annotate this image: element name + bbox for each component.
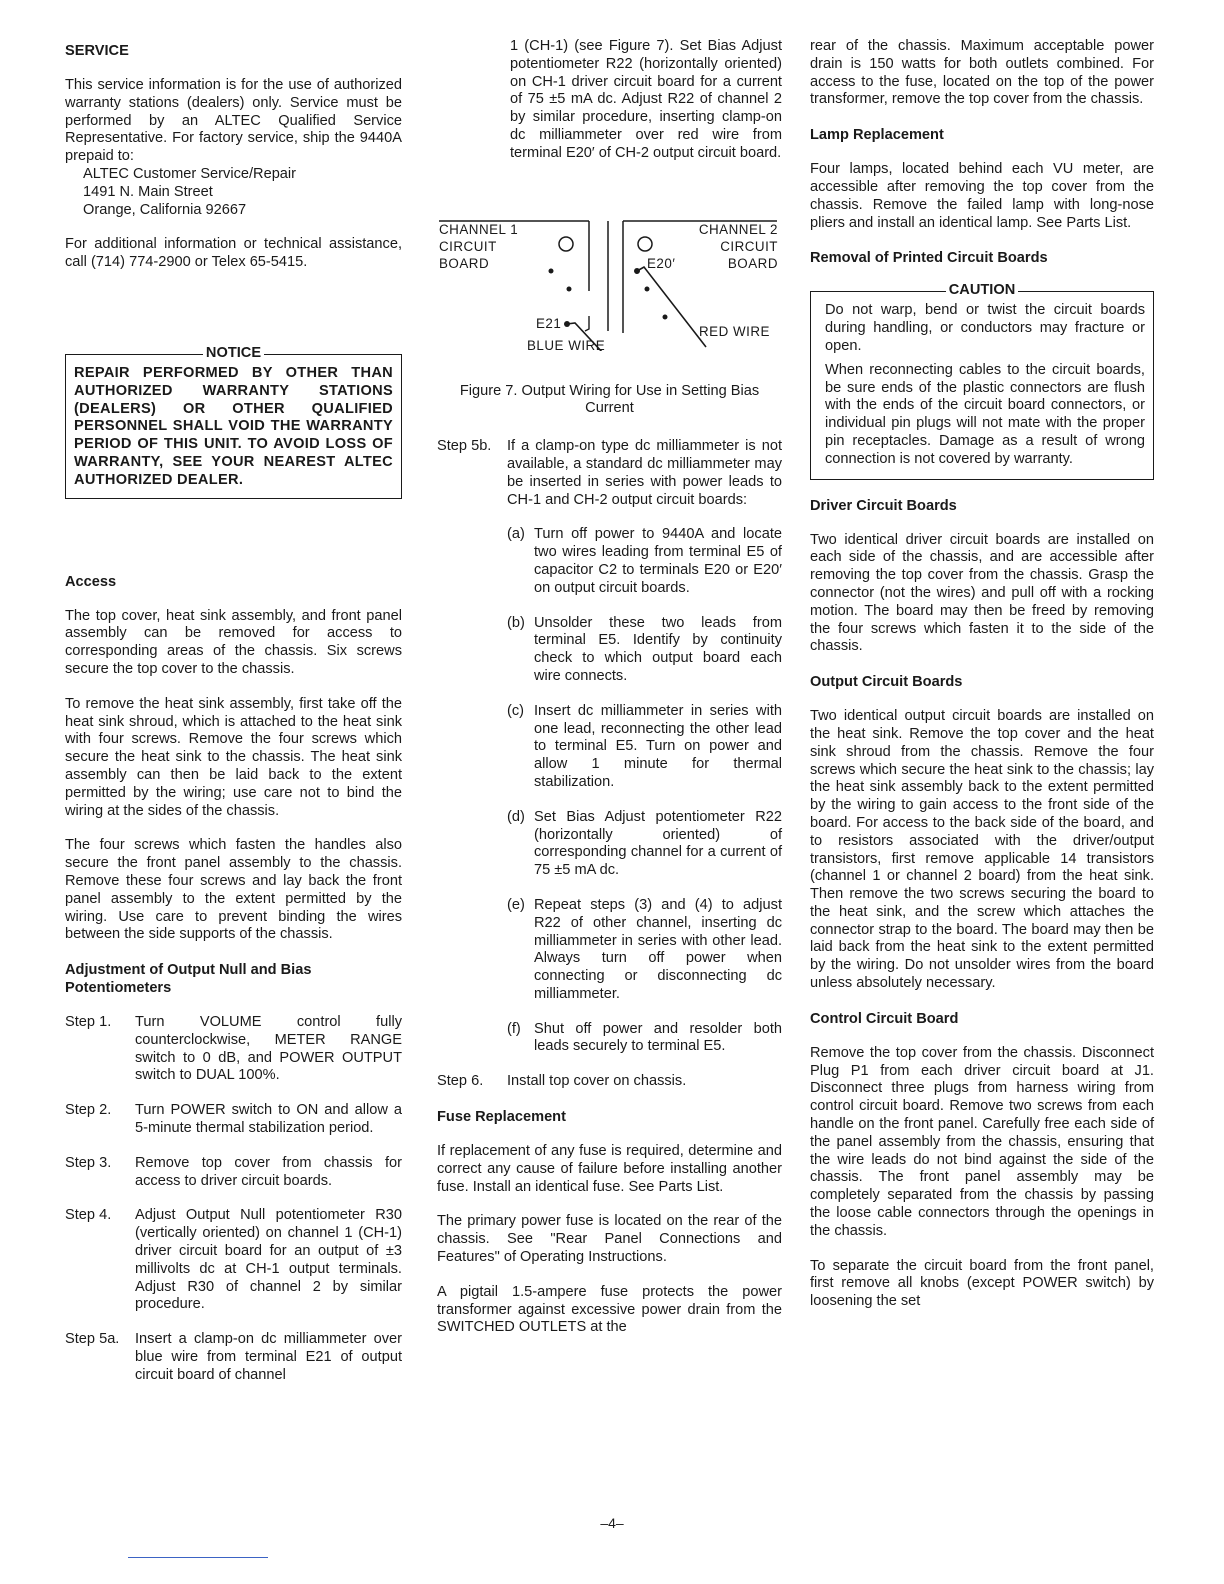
step-5a — [65, 1331, 402, 1384]
e20-label: E20′ — [647, 255, 676, 271]
column-2 — [437, 38, 782, 1337]
e21-label: E21 — [536, 315, 562, 331]
step-text: Adjust Output Null potentiometer R30 (vertically oriented) on channel 1 (CH-1) driver circuit board for an output of ±3 millivolts dc at CH-1 output terminals. Adjust R30 of channel 2 by similar procedure. — [135, 1207, 402, 1313]
column-1 — [65, 38, 402, 1385]
address-line: Orange, California 92667 — [83, 201, 247, 218]
blue-wire-lead — [585, 316, 589, 331]
substep-f — [437, 1021, 782, 1057]
step-2 — [65, 1102, 402, 1138]
caution-text: Do not warp, bend or twist the circuit boards during handling, or conductors may fracture or open. — [825, 302, 1145, 354]
control-board-heading: Control Circuit Board — [810, 1010, 959, 1027]
step-5b — [437, 438, 782, 509]
substep-text: Set Bias Adjust potentiometer R22 (horizontally oriented) of corresponding channel for a current of 75 ±5 mA dc. — [534, 808, 782, 879]
fuse-heading: Fuse Replacement — [437, 1109, 566, 1126]
channel-2-label — [699, 221, 778, 272]
step-text: Install top cover on chassis. — [507, 1073, 687, 1090]
label-line: CIRCUIT — [720, 238, 778, 254]
access-paragraph: The top cover, heat sink assembly, and front panel assembly can be removed for access to corresponding areas of the chassis. Six screws secure the top cover to the chassis. — [65, 607, 402, 677]
caution-title: CAUTION — [946, 282, 1018, 298]
ch1-terminal-circle — [559, 237, 573, 251]
substep-b — [437, 615, 782, 686]
column-3 — [810, 38, 1154, 1311]
fuse-paragraph: The primary power fuse is located on the rear of the chassis. See "Rear Panel Connections and Features" of Operating Instructions. — [437, 1213, 782, 1266]
ch2-dot — [663, 314, 668, 319]
notice-title: NOTICE — [203, 345, 264, 361]
page-number: –4– — [600, 1515, 624, 1531]
figure-7-wiring-diagram — [437, 211, 782, 351]
step-text: Turn POWER switch to ON and allow a 5-minute thermal stabilization period. — [135, 1102, 402, 1137]
step-label: Step 5a. — [65, 1331, 120, 1348]
substep-text: Turn off power to 9440A and locate two wires leading from terminal E5 of capacitor C2 to terminals E20 or E20′ on output circuit boards. — [534, 526, 782, 596]
fuse-paragraph: If replacement of any fuse is required, determine and correct any cause of failure before installing another fuse. Install an identical fuse. See Parts List. — [437, 1143, 782, 1195]
lamp-paragraph: Four lamps, located behind each VU meter, are accessible after removing the top cover from the chassis. Remove the failed lamp with long-nose pliers and install an identical lamp. See Parts List. — [810, 161, 1154, 231]
notice-box — [65, 344, 402, 499]
substep-label: (d) — [507, 808, 525, 825]
blue-wire-label: BLUE WIRE — [527, 337, 606, 353]
substep-d — [437, 809, 782, 880]
ch1-dot — [549, 268, 554, 273]
fuse-paragraph-continued: rear of the chassis. Maximum acceptable power drain is 150 watts for both outlets combined. For access to the fuse, located on the top of the power transformer, remove the top cover from the chassis. — [810, 38, 1154, 108]
step-label: Step 5b. — [437, 438, 492, 455]
step-text: Turn VOLUME control fully counterclockwise, METER RANGE switch to 0 dB, and POWER OUTPUT switch to DUAL 100%. — [135, 1014, 402, 1084]
substep-label: (c) — [507, 702, 525, 719]
substep-text: Shut off power and resolder both leads securely to terminal E5. — [534, 1020, 782, 1055]
substep-text: Repeat steps (3) and (4) to adjust R22 of other channel, inserting dc milliammeter in series with other lead. Always turn off power when connecting or disconnecting dc milliammeter. — [534, 896, 782, 1002]
service-paragraph: This service information is for the use of authorized warranty stations (dealers) only. Service must be performed by an ALTEC Qualified Service Representative. For factory service, ship the 9440A prepaid to: — [65, 77, 402, 165]
driver-boards-paragraph: Two identical driver circuit boards are installed on each side of the chassis, and are accessible after removing the top cover from the chassis. Grasp the connector (not the wires) and pull off with a rocking motion. The board may then be freed by removing the four screws which fasten it to the side of the chassis. — [810, 531, 1154, 655]
adjustment-heading: Adjustment of Output Null and Bias Potentiometers — [65, 962, 312, 997]
label-line: CHANNEL 1 — [439, 221, 519, 237]
step-4 — [65, 1207, 402, 1314]
service-heading: SERVICE — [65, 43, 129, 59]
control-board-paragraph: To separate the circuit board from the front panel, first remove all knobs (except POWER switch) by loosening the set — [810, 1257, 1154, 1310]
address-line: ALTEC Customer Service/Repair — [83, 165, 297, 182]
label-line: CHANNEL 2 — [698, 221, 778, 237]
step-label: Step 1. — [65, 1014, 112, 1031]
channel-1-label — [439, 221, 518, 272]
access-paragraph: The four screws which fasten the handles also secure the front panel assembly to the chassis. Remove these four screws and lay back the front panel assembly to the extent permitted by the wiring. Use care to prevent binding the wires between the side supports of the chassis. — [65, 837, 402, 943]
notice-text: REPAIR PERFORMED BY OTHER THAN AUTHORIZED WARRANTY STATIONS (DEALERS) OR OTHER QUALIFIED PERSONNEL SHALL VOID THE WARRANTY PERIOD OF THIS UNIT. TO AVOID LOSS OF WARRANTY, SEE YOUR NEAREST ALTEC AUTHORIZED DEALER. — [74, 364, 393, 488]
label-line: BOARD — [727, 255, 778, 271]
step-label: Step 6. — [437, 1073, 484, 1090]
caution-box — [810, 282, 1154, 479]
step-text: Remove top cover from chassis for access to driver circuit boards. — [135, 1154, 402, 1189]
ch2-terminal-circle — [638, 237, 652, 251]
step-text: Insert a clamp-on dc milliammeter over blue wire from terminal E21 of output circuit board of channel — [135, 1331, 402, 1383]
ch2-dot — [645, 286, 650, 291]
address-line: 1491 N. Main Street — [83, 183, 213, 200]
label-line: BOARD — [439, 255, 490, 271]
step-label: Step 2. — [65, 1102, 112, 1119]
output-boards-paragraph: Two identical output circuit boards are installed on the heat sink. Remove the top cover and the heat sink shroud from the chassis. Remove the four screws which secure the heat sink to the chassis; lay the heat sink assembly back to the extent permitted by the wiring to gain access to the front side of the board. For access to the back side of the board, and to resistors associated with the driver/output transistors, first remove applicable 14 transistors (channel 1 or channel 2 board) from the heat sink. Then remove the two screws securing the board to the heat sink, and the screw which attaches the connector strap to the board. The board may then be laid back from the heat sink to the extent permitted by the wiring. Do not unsolder wires from the board unless absolutely necessary. — [810, 708, 1154, 992]
access-heading: Access — [65, 573, 117, 590]
red-wire-line — [637, 267, 706, 347]
step-5a-continued: 1 (CH-1) (see Figure 7). Set Bias Adjust potentiometer R22 (horizontally oriented) on CH-1 driver circuit board for a current of 75 ±5 mA dc. Adjust R22 of channel 2 by similar procedure, inserting clamp-on dc milliammeter over red wire from terminal E20′ of CH-2 output circuit board. — [510, 38, 782, 161]
control-board-paragraph: Remove the top cover from the chassis. Disconnect Plug P1 from each driver circuit board at J1. Disconnect three plugs from harness wiring from control circuit board. Remove two screws from each handle on the front panel. Carefully free each side of the panel assembly from the chassis, ensuring that the wire leads do not bind against the side of the chassis. The front panel assembly may be completely separated from the chassis by passing the loose cable connectors through the openings in the chassis. — [810, 1044, 1154, 1239]
substep-c — [437, 703, 782, 792]
fuse-paragraph: A pigtail 1.5-ampere fuse protects the power transformer against excessive power drain from the SWITCHED OUTLETS at the — [437, 1283, 782, 1336]
substep-label: (a) — [507, 526, 525, 543]
step-label: Step 3. — [65, 1154, 112, 1171]
output-boards-heading: Output Circuit Boards — [810, 674, 963, 691]
step-label: Step 4. — [65, 1207, 112, 1224]
label-line: CIRCUIT — [439, 238, 497, 254]
red-wire-label: RED WIRE — [699, 323, 770, 339]
substep-text: Insert dc milliammeter in series with one lead, reconnecting the other lead to terminal E5. Turn on power and allow 1 minute for thermal stabilization. — [534, 702, 782, 790]
step-text: If a clamp-on type dc milliammeter is not available, a standard dc milliammeter may be inserted in series with power leads to CH-1 and CH-2 output circuit boards: — [507, 438, 782, 508]
service-contact-paragraph: For additional information or technical assistance, call (714) 774-2900 or Telex 65-5415. — [65, 236, 402, 271]
substep-label: (f) — [507, 1020, 521, 1037]
access-paragraph: To remove the heat sink assembly, first take off the heat sink shroud, which is attached to the heat sink with four screws. Remove the four screws which secure the heat sink to the chassis. The heat sink assembly can then be laid back to the extent permitted by the wiring; use care not to bind the wiring at the sides of the chassis. — [65, 695, 402, 819]
substep-text: Unsolder these two leads from terminal E5. Identify by continuity check to which output board each wire connects. — [534, 614, 782, 684]
pcb-removal-heading: Removal of Printed Circuit Boards — [810, 250, 1048, 267]
lamp-heading: Lamp Replacement — [810, 127, 944, 144]
substep-e — [437, 897, 782, 1004]
step-6 — [437, 1073, 782, 1091]
ch1-dot — [567, 286, 572, 291]
substep-label: (b) — [507, 614, 525, 631]
substep-a — [437, 526, 782, 597]
footer-link-underline — [128, 1557, 268, 1558]
caution-text: When reconnecting cables to the circuit boards, be sure ends of the plastic connectors are flush with the ends of the circuit board connectors, or individual pin plugs will not mate with the proper pin receptacles. Damage as a result of wrong connection is not covered by warranty. — [825, 361, 1145, 467]
driver-boards-heading: Driver Circuit Boards — [810, 497, 957, 514]
step-3 — [65, 1155, 402, 1191]
service-address — [65, 166, 402, 219]
figure-caption: Figure 7. Output Wiring for Use in Setting Bias Current — [459, 382, 760, 417]
substep-label: (e) — [507, 896, 525, 913]
step-1 — [65, 1014, 402, 1085]
